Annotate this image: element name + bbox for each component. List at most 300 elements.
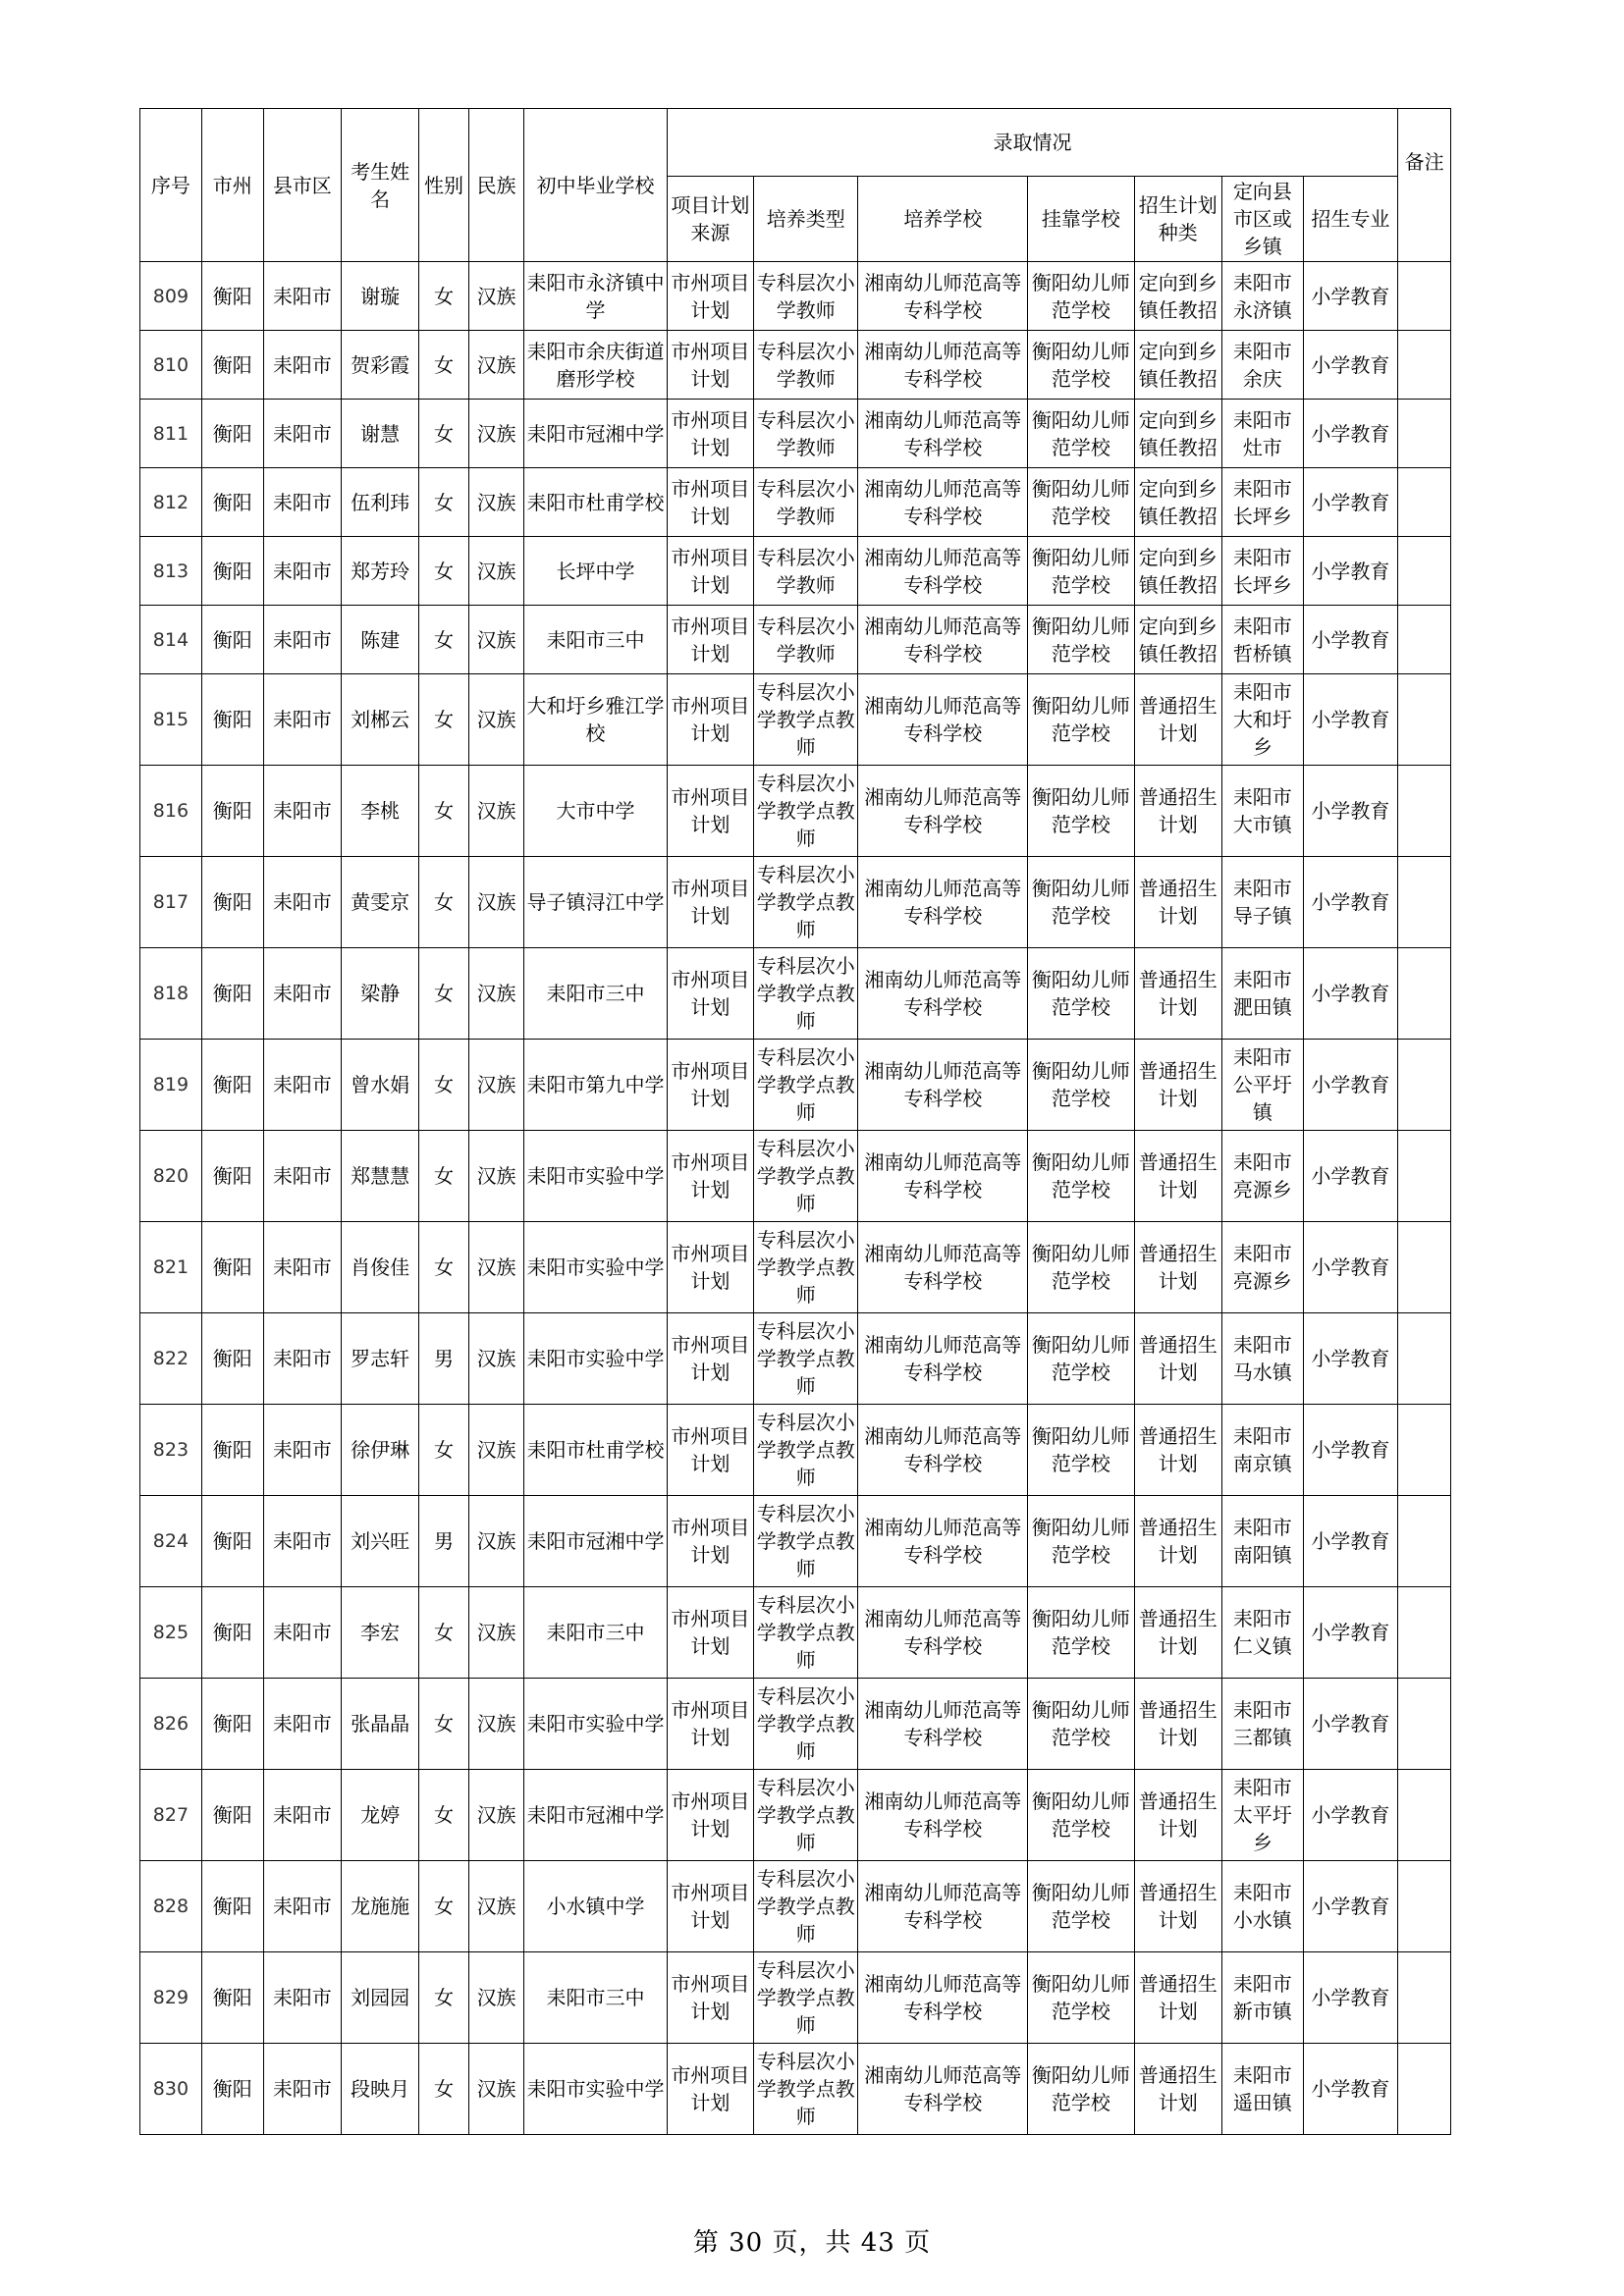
cell-target-area: 耒阳市新市镇	[1222, 1952, 1303, 2044]
cell-plan-kind	[1134, 1952, 1222, 2044]
cell-major: 小学教育	[1303, 1952, 1398, 2044]
cell-remark	[1398, 331, 1451, 400]
cell-training-school: 湘南幼儿师范高等专科学校	[858, 468, 1028, 537]
cell-training-school: 湘南幼儿师范高等专科学校	[858, 1313, 1028, 1405]
cell-county: 耒阳市	[263, 262, 341, 331]
cell-plan-kind	[1134, 537, 1222, 606]
cell-name: 曾水娟	[341, 1040, 418, 1131]
cell-affiliated-school: 衡阳幼儿师范学校	[1028, 857, 1134, 948]
cell-plan-source: 市州项目计划	[667, 262, 754, 331]
cell-plan-kind	[1134, 468, 1222, 537]
cell-training-type: 专科层次小学教学点教师	[754, 1861, 858, 1952]
cell-plan-source: 市州项目计划	[667, 1679, 754, 1770]
table-row	[140, 1313, 1451, 1405]
cell-name: 李宏	[341, 1587, 418, 1679]
cell-training-type: 专科层次小学教学点教师	[754, 1405, 858, 1496]
cell-major: 小学教育	[1303, 1131, 1398, 1222]
cell-city: 衡阳	[201, 1770, 263, 1861]
cell-major: 小学教育	[1303, 468, 1398, 537]
cell-target-area: 耒阳市大和圩乡	[1222, 674, 1303, 766]
cell-training-school: 湘南幼儿师范高等专科学校	[858, 857, 1028, 948]
cell-training-type: 专科层次小学教学点教师	[754, 1040, 858, 1131]
plan-kind-text: 普通招生计划	[1138, 1698, 1218, 1749]
cell-plan-kind	[1134, 2044, 1222, 2135]
cell-remark	[1398, 1952, 1451, 2044]
plan-kind-text: 定向到乡镇任教招	[1138, 407, 1218, 459]
cell-target-area: 耒阳市仁义镇	[1222, 1587, 1303, 1679]
cell-target-area: 耒阳市哲桥镇	[1222, 606, 1303, 674]
table-row	[140, 1405, 1451, 1496]
cell-target-area: 耒阳市亮源乡	[1222, 1222, 1303, 1313]
header-junior-school: 初中毕业学校	[524, 109, 667, 262]
plan-kind-text: 普通招生计划	[1138, 1516, 1218, 1567]
cell-junior-school: 小水镇中学	[524, 1861, 667, 1952]
plan-kind-text: 普通招生计划	[1138, 1789, 1218, 1841]
cell-ethnicity: 汉族	[468, 2044, 524, 2135]
cell-affiliated-school: 衡阳幼儿师范学校	[1028, 948, 1134, 1040]
cell-city: 衡阳	[201, 468, 263, 537]
cell-city: 衡阳	[201, 606, 263, 674]
plan-kind-text: 普通招生计划	[1138, 877, 1218, 928]
cell-junior-school: 大和圩乡雅江学校	[524, 674, 667, 766]
plan-kind-text: 普通招生计划	[1138, 1607, 1218, 1658]
cell-target-area: 耒阳市永济镇	[1222, 262, 1303, 331]
cell-county: 耒阳市	[263, 468, 341, 537]
cell-seq: 812	[140, 468, 202, 537]
cell-plan-source: 市州项目计划	[667, 1861, 754, 1952]
cell-county: 耒阳市	[263, 606, 341, 674]
cell-target-area: 耒阳市导子镇	[1222, 857, 1303, 948]
cell-gender: 女	[419, 766, 468, 857]
cell-junior-school: 耒阳市三中	[524, 1952, 667, 2044]
cell-city: 衡阳	[201, 1861, 263, 1952]
cell-junior-school: 耒阳市冠湘中学	[524, 1770, 667, 1861]
cell-plan-source: 市州项目计划	[667, 1313, 754, 1405]
cell-affiliated-school: 衡阳幼儿师范学校	[1028, 262, 1134, 331]
cell-plan-kind	[1134, 1679, 1222, 1770]
header-major: 招生专业	[1303, 177, 1398, 262]
cell-ethnicity: 汉族	[468, 606, 524, 674]
cell-training-school: 湘南幼儿师范高等专科学校	[858, 1952, 1028, 2044]
cell-major: 小学教育	[1303, 331, 1398, 400]
cell-training-type: 专科层次小学教学点教师	[754, 1952, 858, 2044]
cell-major: 小学教育	[1303, 1679, 1398, 1770]
cell-seq: 827	[140, 1770, 202, 1861]
cell-remark	[1398, 674, 1451, 766]
cell-plan-kind	[1134, 766, 1222, 857]
cell-training-type: 专科层次小学教师	[754, 400, 858, 468]
cell-county: 耒阳市	[263, 1131, 341, 1222]
cell-plan-source: 市州项目计划	[667, 1131, 754, 1222]
cell-plan-kind	[1134, 1131, 1222, 1222]
cell-name: 谢璇	[341, 262, 418, 331]
cell-name: 郑慧慧	[341, 1131, 418, 1222]
cell-plan-kind	[1134, 857, 1222, 948]
cell-plan-kind	[1134, 1861, 1222, 1952]
cell-target-area: 耒阳市公平圩镇	[1222, 1040, 1303, 1131]
cell-plan-source: 市州项目计划	[667, 1952, 754, 2044]
cell-junior-school: 耒阳市杜甫学校	[524, 1405, 667, 1496]
cell-seq: 813	[140, 537, 202, 606]
table-row	[140, 537, 1451, 606]
table-row	[140, 1222, 1451, 1313]
cell-training-type: 专科层次小学教学点教师	[754, 948, 858, 1040]
plan-kind-text: 定向到乡镇任教招	[1138, 476, 1218, 528]
cell-county: 耒阳市	[263, 537, 341, 606]
cell-major: 小学教育	[1303, 1222, 1398, 1313]
cell-ethnicity: 汉族	[468, 262, 524, 331]
cell-training-type: 专科层次小学教学点教师	[754, 1587, 858, 1679]
cell-city: 衡阳	[201, 674, 263, 766]
cell-plan-source: 市州项目计划	[667, 331, 754, 400]
plan-kind-text: 普通招生计划	[1138, 968, 1218, 1019]
cell-training-school: 湘南幼儿师范高等专科学校	[858, 1222, 1028, 1313]
cell-affiliated-school: 衡阳幼儿师范学校	[1028, 766, 1134, 857]
cell-training-type: 专科层次小学教学点教师	[754, 1313, 858, 1405]
cell-remark	[1398, 766, 1451, 857]
cell-gender: 女	[419, 468, 468, 537]
cell-junior-school: 耒阳市杜甫学校	[524, 468, 667, 537]
cell-city: 衡阳	[201, 1496, 263, 1587]
cell-training-school: 湘南幼儿师范高等专科学校	[858, 1405, 1028, 1496]
cell-training-type: 专科层次小学教学点教师	[754, 1679, 858, 1770]
cell-seq: 823	[140, 1405, 202, 1496]
cell-seq: 809	[140, 262, 202, 331]
cell-major: 小学教育	[1303, 948, 1398, 1040]
cell-remark	[1398, 1405, 1451, 1496]
cell-remark	[1398, 1770, 1451, 1861]
cell-county: 耒阳市	[263, 1770, 341, 1861]
cell-ethnicity: 汉族	[468, 766, 524, 857]
cell-target-area: 耒阳市长坪乡	[1222, 468, 1303, 537]
cell-plan-kind	[1134, 262, 1222, 331]
cell-ethnicity: 汉族	[468, 1587, 524, 1679]
cell-city: 衡阳	[201, 766, 263, 857]
cell-remark	[1398, 1861, 1451, 1952]
cell-name: 贺彩霞	[341, 331, 418, 400]
cell-gender: 女	[419, 1040, 468, 1131]
cell-remark	[1398, 1313, 1451, 1405]
cell-target-area: 耒阳市太平圩乡	[1222, 1770, 1303, 1861]
header-admission: 录取情况	[667, 109, 1398, 177]
cell-plan-source: 市州项目计划	[667, 1587, 754, 1679]
cell-gender: 女	[419, 2044, 468, 2135]
cell-plan-source: 市州项目计划	[667, 606, 754, 674]
cell-training-type: 专科层次小学教学点教师	[754, 1496, 858, 1587]
cell-junior-school: 耒阳市实验中学	[524, 1131, 667, 1222]
cell-junior-school: 导子镇浔江中学	[524, 857, 667, 948]
cell-plan-source: 市州项目计划	[667, 537, 754, 606]
cell-county: 耒阳市	[263, 857, 341, 948]
cell-plan-kind	[1134, 400, 1222, 468]
plan-kind-text: 普通招生计划	[1138, 1881, 1218, 1932]
cell-training-school: 湘南幼儿师范高等专科学校	[858, 1770, 1028, 1861]
cell-ethnicity: 汉族	[468, 1770, 524, 1861]
header-city: 市州	[201, 109, 263, 262]
cell-plan-source: 市州项目计划	[667, 1222, 754, 1313]
table-row	[140, 948, 1451, 1040]
cell-affiliated-school: 衡阳幼儿师范学校	[1028, 1405, 1134, 1496]
cell-training-school: 湘南幼儿师范高等专科学校	[858, 948, 1028, 1040]
cell-training-school: 湘南幼儿师范高等专科学校	[858, 1861, 1028, 1952]
page-footer: 第 30 页，共 43 页	[692, 2228, 932, 2258]
cell-target-area: 耒阳市遥田镇	[1222, 2044, 1303, 2135]
cell-junior-school: 长坪中学	[524, 537, 667, 606]
cell-major: 小学教育	[1303, 1861, 1398, 1952]
plan-kind-text: 普通招生计划	[1138, 1150, 1218, 1201]
cell-affiliated-school: 衡阳幼儿师范学校	[1028, 1222, 1134, 1313]
cell-training-school: 湘南幼儿师范高等专科学校	[858, 331, 1028, 400]
header-row-top	[140, 109, 1451, 177]
cell-plan-kind	[1134, 1313, 1222, 1405]
cell-junior-school: 耒阳市三中	[524, 948, 667, 1040]
plan-kind-text: 普通招生计划	[1138, 694, 1218, 745]
cell-target-area: 耒阳市大市镇	[1222, 766, 1303, 857]
cell-gender: 女	[419, 1679, 468, 1770]
cell-name: 黄雯京	[341, 857, 418, 948]
cell-plan-source: 市州项目计划	[667, 1405, 754, 1496]
cell-training-type: 专科层次小学教学点教师	[754, 1131, 858, 1222]
cell-gender: 男	[419, 1496, 468, 1587]
cell-affiliated-school: 衡阳幼儿师范学校	[1028, 1861, 1134, 1952]
cell-ethnicity: 汉族	[468, 1222, 524, 1313]
header-training-type: 培养类型	[754, 177, 858, 262]
cell-gender: 女	[419, 1587, 468, 1679]
cell-seq: 811	[140, 400, 202, 468]
plan-kind-text: 普通招生计划	[1138, 1333, 1218, 1384]
cell-plan-source: 市州项目计划	[667, 1040, 754, 1131]
table-row	[140, 606, 1451, 674]
cell-gender: 女	[419, 1861, 468, 1952]
plan-kind-text: 定向到乡镇任教招	[1138, 614, 1218, 666]
table-body	[140, 262, 1451, 2135]
cell-seq: 819	[140, 1040, 202, 1131]
cell-plan-kind	[1134, 1770, 1222, 1861]
cell-ethnicity: 汉族	[468, 1131, 524, 1222]
cell-city: 衡阳	[201, 2044, 263, 2135]
cell-county: 耒阳市	[263, 1222, 341, 1313]
cell-training-type: 专科层次小学教学点教师	[754, 674, 858, 766]
cell-affiliated-school: 衡阳幼儿师范学校	[1028, 400, 1134, 468]
cell-target-area: 耒阳市小水镇	[1222, 1861, 1303, 1952]
cell-remark	[1398, 1131, 1451, 1222]
cell-seq: 828	[140, 1861, 202, 1952]
cell-affiliated-school: 衡阳幼儿师范学校	[1028, 1679, 1134, 1770]
cell-gender: 女	[419, 606, 468, 674]
cell-county: 耒阳市	[263, 331, 341, 400]
cell-junior-school: 耒阳市冠湘中学	[524, 400, 667, 468]
cell-name: 罗志轩	[341, 1313, 418, 1405]
plan-kind-text: 普通招生计划	[1138, 1972, 1218, 2023]
cell-remark	[1398, 1040, 1451, 1131]
table-row	[140, 1587, 1451, 1679]
table-row	[140, 766, 1451, 857]
cell-junior-school: 耒阳市实验中学	[524, 1222, 667, 1313]
cell-major: 小学教育	[1303, 1313, 1398, 1405]
cell-plan-kind	[1134, 1496, 1222, 1587]
cell-training-school: 湘南幼儿师范高等专科学校	[858, 262, 1028, 331]
cell-training-school: 湘南幼儿师范高等专科学校	[858, 537, 1028, 606]
cell-plan-kind	[1134, 606, 1222, 674]
cell-gender: 女	[419, 537, 468, 606]
cell-county: 耒阳市	[263, 1861, 341, 1952]
cell-affiliated-school: 衡阳幼儿师范学校	[1028, 1040, 1134, 1131]
cell-junior-school: 耒阳市永济镇中学	[524, 262, 667, 331]
cell-target-area: 耒阳市亮源乡	[1222, 1131, 1303, 1222]
header-name: 考生姓名	[341, 109, 418, 262]
cell-training-type: 专科层次小学教师	[754, 468, 858, 537]
cell-ethnicity: 汉族	[468, 1405, 524, 1496]
cell-target-area: 耒阳市三都镇	[1222, 1679, 1303, 1770]
cell-seq: 818	[140, 948, 202, 1040]
cell-training-school: 湘南幼儿师范高等专科学校	[858, 1496, 1028, 1587]
cell-plan-kind	[1134, 1040, 1222, 1131]
cell-affiliated-school: 衡阳幼儿师范学校	[1028, 1313, 1134, 1405]
cell-target-area: 耒阳市余庆	[1222, 331, 1303, 400]
cell-target-area: 耒阳市长坪乡	[1222, 537, 1303, 606]
cell-training-type: 专科层次小学教学点教师	[754, 766, 858, 857]
cell-county: 耒阳市	[263, 2044, 341, 2135]
cell-plan-kind	[1134, 1587, 1222, 1679]
header-plan-kind: 招生计划种类	[1134, 177, 1222, 262]
cell-affiliated-school: 衡阳幼儿师范学校	[1028, 1587, 1134, 1679]
cell-training-school: 湘南幼儿师范高等专科学校	[858, 1679, 1028, 1770]
cell-gender: 女	[419, 1770, 468, 1861]
cell-ethnicity: 汉族	[468, 857, 524, 948]
table-row	[140, 1496, 1451, 1587]
table-row	[140, 1770, 1451, 1861]
cell-ethnicity: 汉族	[468, 1040, 524, 1131]
cell-city: 衡阳	[201, 1313, 263, 1405]
cell-training-type: 专科层次小学教学点教师	[754, 857, 858, 948]
table-row	[140, 331, 1451, 400]
plan-kind-text: 普通招生计划	[1138, 1424, 1218, 1475]
cell-major: 小学教育	[1303, 537, 1398, 606]
cell-city: 衡阳	[201, 857, 263, 948]
cell-plan-kind	[1134, 1405, 1222, 1496]
cell-county: 耒阳市	[263, 1040, 341, 1131]
cell-city: 衡阳	[201, 1952, 263, 2044]
plan-kind-text: 定向到乡镇任教招	[1138, 545, 1218, 597]
cell-gender: 男	[419, 1313, 468, 1405]
cell-gender: 女	[419, 331, 468, 400]
cell-name: 刘兴旺	[341, 1496, 418, 1587]
cell-training-type: 专科层次小学教学点教师	[754, 2044, 858, 2135]
cell-name: 谢慧	[341, 400, 418, 468]
cell-gender: 女	[419, 948, 468, 1040]
cell-remark	[1398, 1679, 1451, 1770]
cell-ethnicity: 汉族	[468, 1952, 524, 2044]
table-row	[140, 1861, 1451, 1952]
cell-plan-source: 市州项目计划	[667, 1770, 754, 1861]
cell-training-school: 湘南幼儿师范高等专科学校	[858, 606, 1028, 674]
cell-ethnicity: 汉族	[468, 400, 524, 468]
cell-plan-source: 市州项目计划	[667, 766, 754, 857]
cell-plan-source: 市州项目计划	[667, 468, 754, 537]
cell-seq: 814	[140, 606, 202, 674]
cell-name: 徐伊琳	[341, 1405, 418, 1496]
cell-training-school: 湘南幼儿师范高等专科学校	[858, 1131, 1028, 1222]
cell-ethnicity: 汉族	[468, 468, 524, 537]
cell-plan-kind	[1134, 1222, 1222, 1313]
cell-ethnicity: 汉族	[468, 331, 524, 400]
cell-junior-school: 大市中学	[524, 766, 667, 857]
cell-target-area: 耒阳市灶市	[1222, 400, 1303, 468]
cell-major: 小学教育	[1303, 674, 1398, 766]
table-row	[140, 1040, 1451, 1131]
cell-major: 小学教育	[1303, 1496, 1398, 1587]
cell-city: 衡阳	[201, 1131, 263, 1222]
cell-junior-school: 耒阳市第九中学	[524, 1040, 667, 1131]
cell-seq: 821	[140, 1222, 202, 1313]
cell-training-school: 湘南幼儿师范高等专科学校	[858, 766, 1028, 857]
cell-name: 段映月	[341, 2044, 418, 2135]
cell-junior-school: 耒阳市冠湘中学	[524, 1496, 667, 1587]
cell-name: 郑芳玲	[341, 537, 418, 606]
cell-affiliated-school: 衡阳幼儿师范学校	[1028, 2044, 1134, 2135]
cell-ethnicity: 汉族	[468, 674, 524, 766]
cell-name: 肖俊佳	[341, 1222, 418, 1313]
cell-county: 耒阳市	[263, 766, 341, 857]
cell-ethnicity: 汉族	[468, 1313, 524, 1405]
cell-county: 耒阳市	[263, 1496, 341, 1587]
cell-target-area: 耒阳市南阳镇	[1222, 1496, 1303, 1587]
header-seq: 序号	[140, 109, 202, 262]
admission-table	[139, 108, 1451, 2135]
cell-plan-source: 市州项目计划	[667, 2044, 754, 2135]
cell-seq: 816	[140, 766, 202, 857]
cell-affiliated-school: 衡阳幼儿师范学校	[1028, 606, 1134, 674]
cell-remark	[1398, 468, 1451, 537]
cell-training-type: 专科层次小学教师	[754, 537, 858, 606]
plan-kind-text: 定向到乡镇任教招	[1138, 270, 1218, 322]
cell-seq: 822	[140, 1313, 202, 1405]
cell-affiliated-school: 衡阳幼儿师范学校	[1028, 1770, 1134, 1861]
cell-training-type: 专科层次小学教师	[754, 331, 858, 400]
cell-plan-source: 市州项目计划	[667, 1496, 754, 1587]
plan-kind-text: 定向到乡镇任教招	[1138, 339, 1218, 391]
cell-major: 小学教育	[1303, 1587, 1398, 1679]
cell-city: 衡阳	[201, 400, 263, 468]
table-row	[140, 674, 1451, 766]
cell-junior-school: 耒阳市三中	[524, 1587, 667, 1679]
cell-gender: 女	[419, 1952, 468, 2044]
cell-junior-school: 耒阳市余庆街道磨形学校	[524, 331, 667, 400]
cell-county: 耒阳市	[263, 1405, 341, 1496]
cell-remark	[1398, 400, 1451, 468]
cell-remark	[1398, 606, 1451, 674]
cell-affiliated-school: 衡阳幼儿师范学校	[1028, 1952, 1134, 2044]
cell-target-area: 耒阳市马水镇	[1222, 1313, 1303, 1405]
cell-seq: 815	[140, 674, 202, 766]
cell-major: 小学教育	[1303, 1770, 1398, 1861]
cell-remark	[1398, 2044, 1451, 2135]
cell-affiliated-school: 衡阳幼儿师范学校	[1028, 468, 1134, 537]
cell-remark	[1398, 262, 1451, 331]
cell-major: 小学教育	[1303, 766, 1398, 857]
cell-junior-school: 耒阳市三中	[524, 606, 667, 674]
cell-gender: 女	[419, 400, 468, 468]
cell-plan-kind	[1134, 948, 1222, 1040]
cell-ethnicity: 汉族	[468, 1861, 524, 1952]
table-row	[140, 400, 1451, 468]
cell-affiliated-school: 衡阳幼儿师范学校	[1028, 1131, 1134, 1222]
cell-county: 耒阳市	[263, 948, 341, 1040]
cell-seq: 830	[140, 2044, 202, 2135]
cell-city: 衡阳	[201, 331, 263, 400]
cell-city: 衡阳	[201, 1679, 263, 1770]
cell-name: 刘郴云	[341, 674, 418, 766]
